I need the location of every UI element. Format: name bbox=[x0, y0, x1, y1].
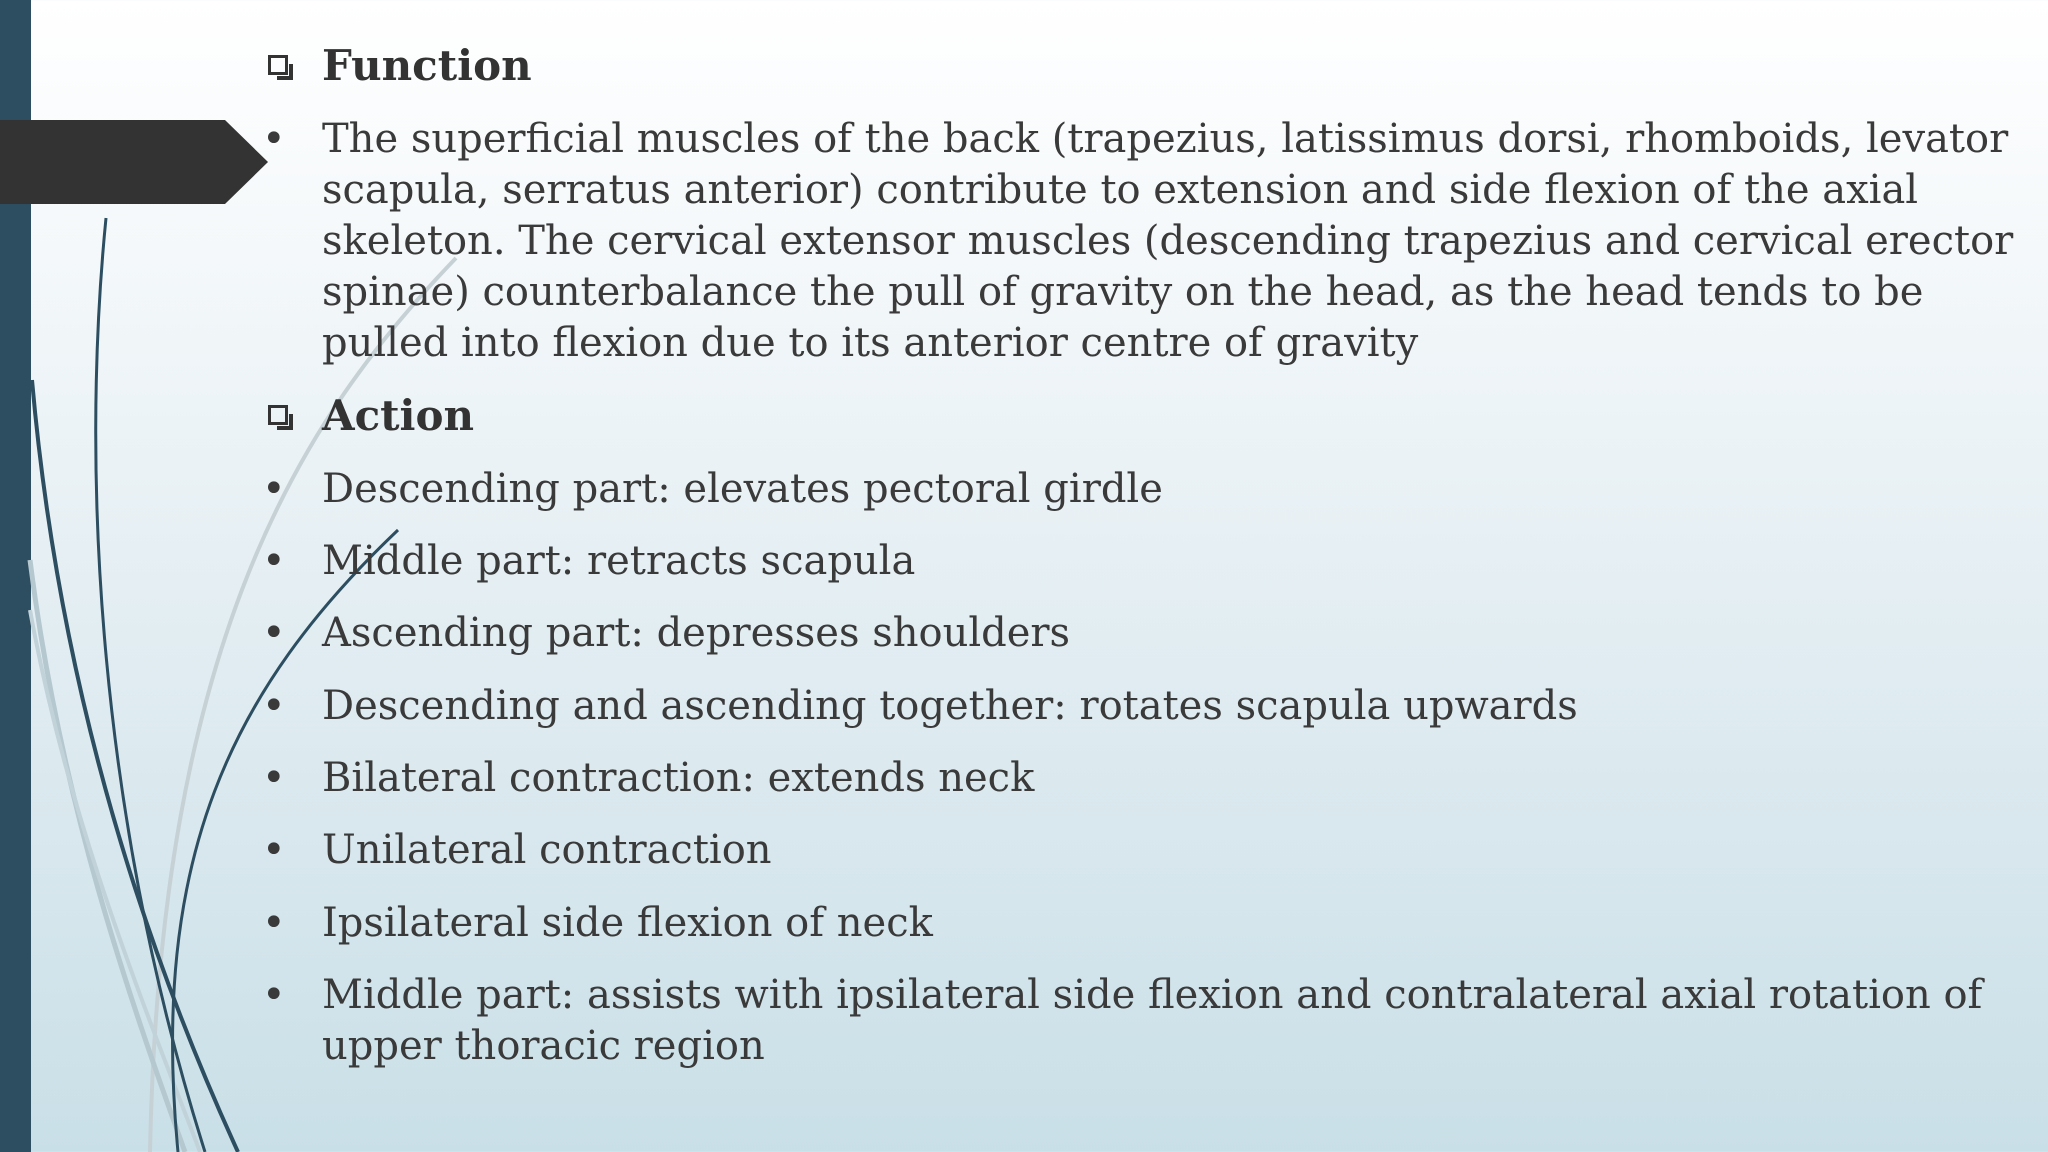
bullet-dot-icon: • bbox=[262, 755, 286, 801]
bullet-dot-icon: • bbox=[262, 972, 286, 1018]
list-item-text: Ipsilateral side flexion of neck bbox=[322, 900, 933, 946]
checkbox-bullet-icon bbox=[268, 405, 288, 425]
bullet-dot-icon: • bbox=[262, 116, 286, 162]
list-item-text: Ascending part: depresses shoulders bbox=[322, 610, 1071, 656]
function-paragraph-text: The superficial muscles of the back (trapezius, latissimus dorsi, rhomboids, levator scapula, serratus anterior) contribute to extension and side flexion of the axial skeleton. The cervical extensor muscles (descending trapezius and cervical erector spinae) counterbalance the pull of gravity on the head, as the head tends to be pulled into flexion due to its anterior centre of gravity bbox=[322, 116, 2014, 366]
bullet-dot-icon: • bbox=[262, 683, 286, 729]
list-item-text: Descending part: elevates pectoral girdle bbox=[322, 466, 1163, 512]
bullet-dot-icon: • bbox=[262, 610, 286, 656]
bullet-dot-icon: • bbox=[262, 827, 286, 873]
list-item-text: Bilateral contraction: extends neck bbox=[322, 755, 1035, 801]
list-item-text: Middle part: retracts scapula bbox=[322, 538, 916, 584]
bullet-dot-icon: • bbox=[262, 538, 286, 584]
list-item-text: Middle part: assists with ipsilateral side flexion and contralateral axial rotation of upper thoracic region bbox=[322, 972, 1983, 1069]
bullet-dot-icon: • bbox=[262, 466, 286, 512]
action-heading-text: Action bbox=[322, 391, 475, 440]
list-item-text: Unilateral contraction bbox=[322, 827, 772, 873]
checkbox-bullet-icon bbox=[268, 55, 288, 75]
bullet-dot-icon: • bbox=[262, 900, 286, 946]
function-heading-text: Function bbox=[322, 41, 532, 90]
list-item-text: Descending and ascending together: rotates scapula upwards bbox=[322, 683, 1578, 729]
